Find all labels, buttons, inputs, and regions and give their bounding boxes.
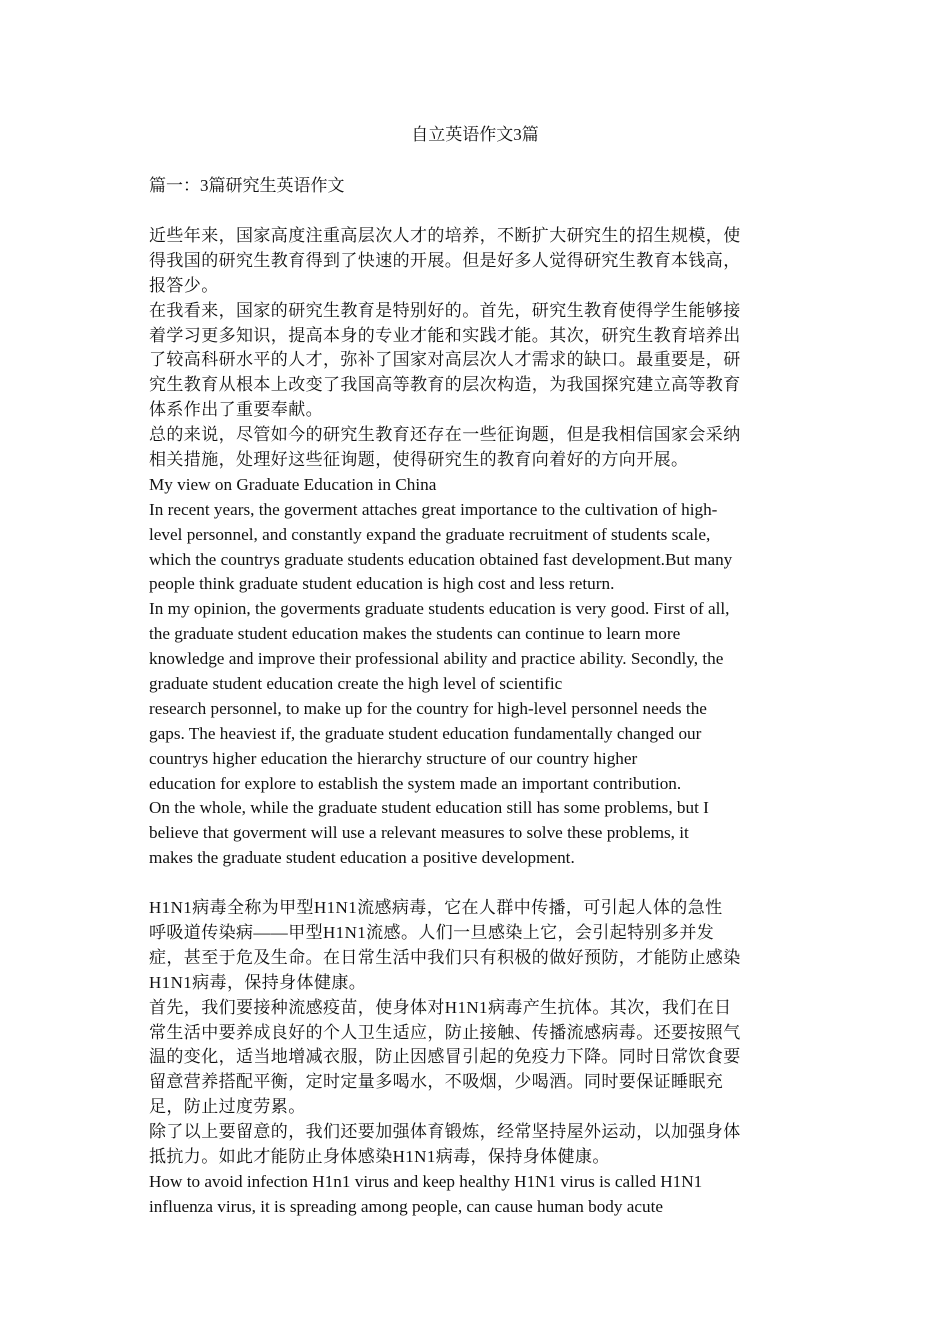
text-line: 除了以上要留意的，我们还要加强体育锻炼，经常坚持屋外运动，以加强身体 [149, 1122, 741, 1142]
text-line: the graduate student education makes the students can continue to learn more [149, 624, 681, 644]
text-line: My view on Graduate Education in China [149, 474, 437, 494]
text-line: 温的变化，适当地增减衣服，防止因感冒引起的免疫力下降。同时日常饮食要 [149, 1047, 741, 1067]
paragraph [149, 1170, 809, 1220]
text-line: which the countrys graduate students education obtained fast development.But many [149, 549, 733, 569]
paragraph [149, 423, 809, 473]
text-line: On the whole, while the graduate student education still has some problems, but I [149, 798, 709, 818]
text-line: In recent years, the goverment attaches great importance to the cultivation of high- [149, 499, 718, 519]
paragraph [149, 224, 809, 299]
text-line: 呼吸道传染病——甲型H1N1流感。人们一旦感染上它，会引起特别多并发 [149, 922, 715, 942]
text-line: education for explore to establish the system made an important contribution. [149, 773, 682, 793]
paragraph [149, 473, 809, 498]
paragraph [149, 597, 809, 796]
text-line: makes the graduate student education a positive development. [149, 848, 575, 868]
paragraph [149, 299, 809, 423]
text-line: influenza virus, it is spreading among people, can cause human body acute [149, 1196, 664, 1216]
text-line: knowledge and improve their professional ability and practice ability. Secondly, the [149, 649, 724, 669]
text-line: countrys higher education the hierarchy structure of our country higher [149, 748, 638, 768]
text-line: 留意营养搭配平衡，定时定量多喝水，不吸烟，少喝酒。同时要保证睡眠充 [149, 1072, 724, 1092]
text-line: graduate student education create the high level of scientific [149, 674, 563, 694]
text-line: gaps. The heaviest if, the graduate student education fundamentally changed our [149, 723, 702, 743]
text-line: 报答少。 [149, 275, 219, 295]
text-line: 足，防止过度劳累。 [149, 1097, 306, 1117]
text-line: 得我国的研究生教育得到了快速的开展。但是好多人觉得研究生教育本钱高， [149, 250, 741, 270]
paragraph [149, 996, 809, 1120]
text-line: believe that goverment will use a relevant measures to solve these problems, it [149, 823, 689, 843]
paragraph [149, 796, 809, 871]
text-line: How to avoid infection H1n1 virus and keep healthy H1N1 virus is called H1N1 [149, 1171, 703, 1191]
text-line: 在我看来，国家的研究生教育是特别好的。首先，研究生教育使得学生能够接 [149, 300, 741, 320]
text-line: 究生教育从根本上改变了我国高等教育的层次构造，为我国探究建立高等教育 [149, 375, 741, 395]
text-line: In my opinion, the goverments graduate students education is very good. First of all, [149, 599, 730, 619]
text-line: 着学习更多知识，提高本身的专业才能和实践才能。其次，研究生教育培养出 [149, 325, 741, 345]
text-line: 症，甚至于危及生命。在日常生活中我们只有积极的做好预防，才能防止感染 [149, 947, 741, 967]
document-title: 自立英语作文3篇 [411, 125, 539, 144]
section-heading: 篇一：3篇研究生英语作文 [149, 176, 345, 195]
text-line: H1N1病毒，保持身体健康。 [149, 972, 367, 992]
paragraph-gap [149, 871, 809, 896]
paragraph [149, 1120, 809, 1170]
paragraph [149, 896, 809, 996]
text-line: 近些年来，国家高度注重高层次人才的培养，不断扩大研究生的招生规模，使 [149, 226, 741, 245]
text-line: 了较高科研水平的人才，弥补了国家对高层次人才需求的缺口。最重要是，研 [149, 350, 741, 370]
document-body [149, 224, 809, 1220]
text-line: 相关措施，处理好这些征询题，使得研究生的教育向着好的方向开展。 [149, 450, 689, 470]
text-line: H1N1病毒全称为甲型H1N1流感病毒，它在人群中传播，可引起人体的急性 [149, 898, 723, 918]
paragraph [149, 498, 809, 598]
text-line: 抵抗力。如此才能防止身体感染H1N1病毒，保持身体健康。 [149, 1146, 610, 1166]
text-line: research personnel, to make up for the country for high-level personnel needs the [149, 698, 707, 718]
text-line: level personnel, and constantly expand the graduate recruitment of students scale, [149, 524, 711, 544]
text-line: people think graduate student education is high cost and less return. [149, 574, 615, 594]
text-line: 体系作出了重要奉献。 [149, 400, 323, 420]
text-line: 总的来说，尽管如今的研究生教育还存在一些征询题，但是我相信国家会采纳 [149, 425, 741, 445]
text-line: 常生活中要养成良好的个人卫生适应，防止接触、传播流感病毒。还要按照气 [149, 1022, 741, 1042]
text-line: 首先，我们要接种流感疫苗，使身体对H1N1病毒产生抗体。其次，我们在日 [149, 997, 732, 1017]
